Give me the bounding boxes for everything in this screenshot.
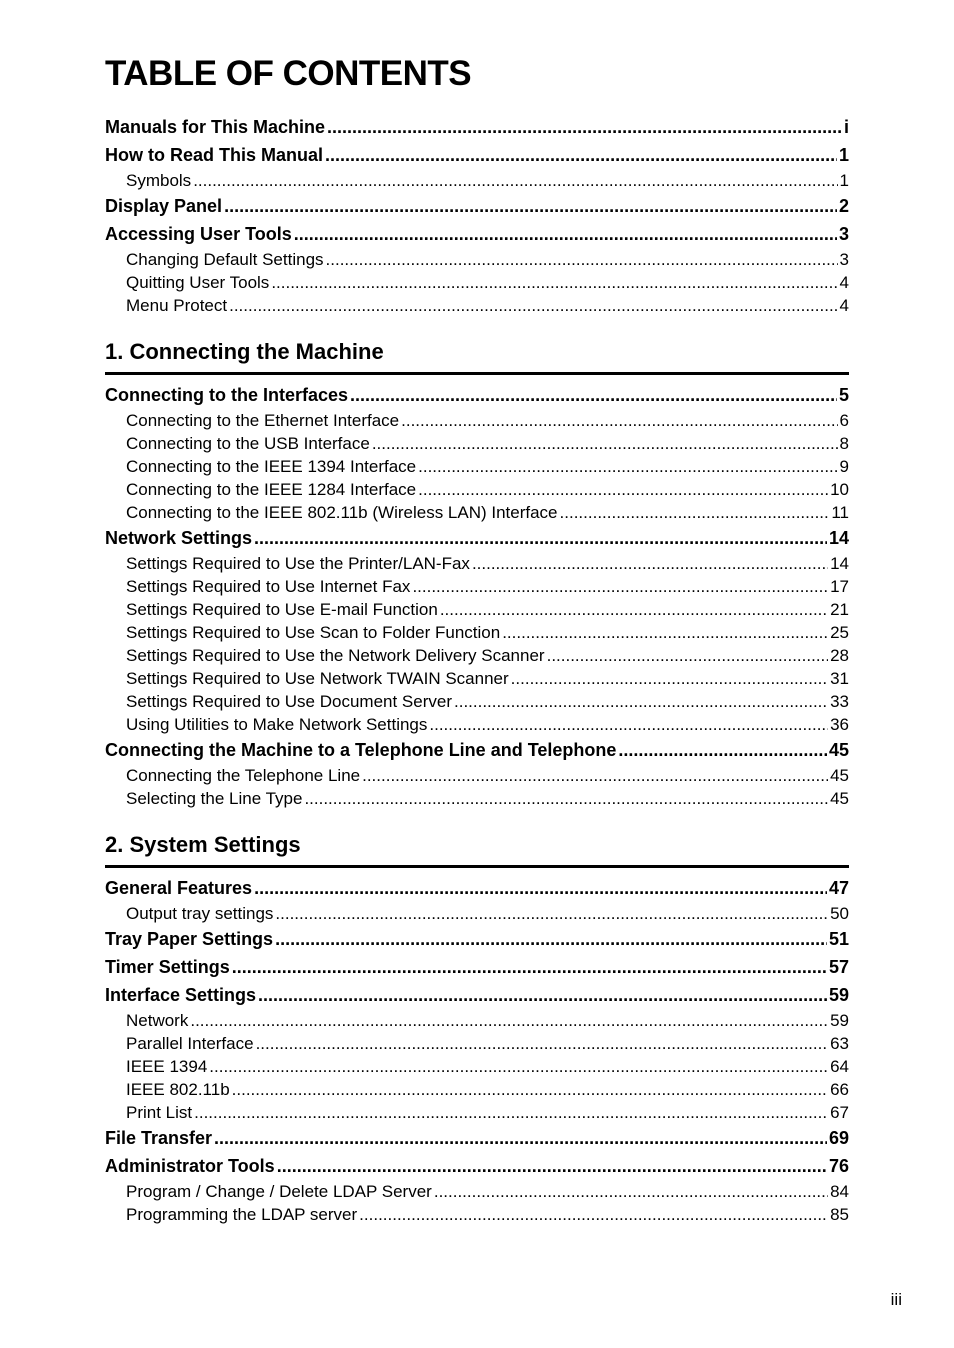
front-matter-list xyxy=(105,113,849,317)
toc-subsection-entry[interactable] xyxy=(105,787,849,810)
toc-entry-label: Tray Paper Settings xyxy=(105,929,274,949)
dot-leader xyxy=(327,113,842,141)
toc-entry-label: Connecting to the IEEE 1284 Interface xyxy=(126,480,417,499)
toc-entry-page-number: 3 xyxy=(838,224,849,244)
toc-entry-page-number: 59 xyxy=(830,1011,849,1030)
toc-entry-label: Changing Default Settings xyxy=(126,250,324,269)
toc-subsection-entry[interactable] xyxy=(105,1055,849,1078)
dot-leader xyxy=(277,1152,827,1180)
toc-section-entry[interactable] xyxy=(105,736,849,764)
dot-leader xyxy=(418,455,837,478)
toc-entry-page-number: 1 xyxy=(838,145,849,165)
chapter-heading[interactable]: 2. System Settings xyxy=(105,832,849,868)
dot-leader xyxy=(304,787,828,810)
toc-section-entry[interactable] xyxy=(105,220,849,248)
toc-entry-page-number: 85 xyxy=(830,1205,849,1224)
toc-entry-label: Output tray settings xyxy=(126,904,274,923)
toc-entry-page-number: 33 xyxy=(830,692,849,711)
toc-entry-label: How to Read This Manual xyxy=(105,145,324,165)
toc-subsection-entry[interactable] xyxy=(105,455,849,478)
toc-entry-label: Quitting User Tools xyxy=(126,273,270,292)
toc-section-entry[interactable] xyxy=(105,524,849,552)
dot-leader xyxy=(224,192,837,220)
toc-entry-page-number: 4 xyxy=(839,296,849,315)
toc-entry-label: Print List xyxy=(126,1103,193,1122)
toc-subsection-entry[interactable] xyxy=(105,1009,849,1032)
dot-leader xyxy=(511,667,828,690)
toc-subsection-entry[interactable] xyxy=(105,690,849,713)
dot-leader xyxy=(258,981,827,1009)
toc-subsection-entry[interactable] xyxy=(105,169,849,192)
toc-subsection-entry[interactable] xyxy=(105,902,849,925)
toc-subsection-entry[interactable] xyxy=(105,552,849,575)
dot-leader xyxy=(434,1180,828,1203)
toc-entry-label: Settings Required to Use the Printer/LAN-Fax xyxy=(126,554,470,573)
toc-entry-page-number: 76 xyxy=(828,1156,849,1176)
toc-entry-page-number: 59 xyxy=(828,985,849,1005)
dot-leader xyxy=(256,1032,829,1055)
toc-entry-page-number: 6 xyxy=(839,411,849,430)
dot-leader xyxy=(359,1203,828,1226)
toc-entry-page-number: 4 xyxy=(839,273,849,292)
dot-leader xyxy=(429,713,828,736)
toc-entry-page-number: 45 xyxy=(830,766,849,785)
toc-entry-label: File Transfer xyxy=(105,1128,213,1148)
toc-entry-label: Manuals for This Machine xyxy=(105,117,326,137)
toc-entry-label: Network xyxy=(126,1011,189,1030)
chapter-list xyxy=(105,317,849,1226)
toc-subsection-entry[interactable] xyxy=(105,644,849,667)
toc-entry-page-number: 67 xyxy=(830,1103,849,1122)
toc-entry-label: Settings Required to Use Internet Fax xyxy=(126,577,411,596)
dot-leader xyxy=(229,294,837,317)
toc-entry-label: Selecting the Line Type xyxy=(126,789,303,808)
toc-entry-page-number: 63 xyxy=(830,1034,849,1053)
spacer xyxy=(105,810,849,832)
toc-entry-label: Settings Required to Use the Network Delivery Scanner xyxy=(126,646,545,665)
dot-leader xyxy=(454,690,828,713)
page-number: iii xyxy=(890,1290,902,1309)
toc-subsection-entry[interactable] xyxy=(105,501,849,524)
toc-entry-label: Interface Settings xyxy=(105,985,257,1005)
toc-entry-label: Accessing User Tools xyxy=(105,224,292,244)
toc-subsection-entry[interactable] xyxy=(105,1180,849,1203)
dot-leader xyxy=(560,501,830,524)
toc-entry-label: Settings Required to Use Network TWAIN Scanner xyxy=(126,669,509,688)
toc-entry-label: Administrator Tools xyxy=(105,1156,275,1176)
toc-entry-page-number: 69 xyxy=(828,1128,849,1148)
toc-section-entry[interactable] xyxy=(105,381,849,409)
dot-leader xyxy=(232,1078,828,1101)
toc-section-entry[interactable] xyxy=(105,113,849,141)
toc-subsection-entry[interactable] xyxy=(105,575,849,598)
dot-leader xyxy=(271,271,837,294)
toc-entry-page-number: 17 xyxy=(830,577,849,596)
toc-entry-page-number: 5 xyxy=(838,385,849,405)
toc-entry-page-number: 8 xyxy=(839,434,849,453)
toc-section-entry[interactable] xyxy=(105,981,849,1009)
toc-entry-label: Connecting the Telephone Line xyxy=(126,766,361,785)
toc-entry-page-number: 21 xyxy=(830,600,849,619)
toc-entry-label: Programming the LDAP server xyxy=(126,1205,358,1224)
toc-subsection-entry[interactable] xyxy=(105,1032,849,1055)
toc-subsection-entry[interactable] xyxy=(105,294,849,317)
dot-leader xyxy=(362,764,828,787)
dot-leader xyxy=(502,621,828,644)
toc-subsection-entry[interactable] xyxy=(105,1203,849,1226)
toc-section-entry[interactable] xyxy=(105,192,849,220)
dot-leader xyxy=(275,902,828,925)
toc-subsection-entry[interactable] xyxy=(105,598,849,621)
toc-entry-label: Parallel Interface xyxy=(126,1034,254,1053)
toc-entry-page-number: 36 xyxy=(830,715,849,734)
toc-entry-label: Settings Required to Use Scan to Folder Function xyxy=(126,623,501,642)
toc-entry-label: Settings Required to Use E-mail Function xyxy=(126,600,438,619)
toc-section-entry[interactable] xyxy=(105,953,849,981)
toc-entry-page-number: 45 xyxy=(828,740,849,760)
toc-entry-page-number: 57 xyxy=(828,957,849,977)
toc-section-entry[interactable] xyxy=(105,1152,849,1180)
toc-entry-label: Connecting the Machine to a Telephone Line and Telephone xyxy=(105,740,617,760)
toc-section-entry[interactable] xyxy=(105,141,849,169)
toc-entry-page-number: 45 xyxy=(830,789,849,808)
dot-leader xyxy=(618,736,827,764)
dot-leader xyxy=(232,953,827,981)
toc-entry-page-number: 14 xyxy=(828,528,849,548)
toc-subsection-entry[interactable] xyxy=(105,248,849,271)
toc-subsection-entry[interactable] xyxy=(105,478,849,501)
toc-entry-page-number: 9 xyxy=(839,457,849,476)
toc-entry-label: Network Settings xyxy=(105,528,253,548)
toc-entry-page-number: 10 xyxy=(830,480,849,499)
toc-subsection-entry[interactable] xyxy=(105,621,849,644)
dot-leader xyxy=(326,248,838,271)
dot-leader xyxy=(190,1009,828,1032)
toc-entry-label: Connecting to the Ethernet Interface xyxy=(126,411,400,430)
toc-entry-label: IEEE 802.11b xyxy=(126,1080,230,1099)
toc-entry-page-number: 84 xyxy=(830,1182,849,1201)
toc-entry-label: Program / Change / Delete LDAP Server xyxy=(126,1182,432,1201)
dot-leader xyxy=(209,1055,828,1078)
dot-leader xyxy=(372,432,838,455)
toc-entry-page-number: 66 xyxy=(830,1080,849,1099)
toc-subsection-entry[interactable] xyxy=(105,713,849,736)
toc-entry-page-number: i xyxy=(843,117,849,137)
toc-subsection-entry[interactable] xyxy=(105,409,849,432)
toc-entry-page-number: 3 xyxy=(839,250,849,269)
toc-entry-label: Using Utilities to Make Network Settings xyxy=(126,715,428,734)
toc-entry-page-number: 64 xyxy=(830,1057,849,1076)
toc-subsection-entry[interactable] xyxy=(105,1078,849,1101)
toc-entry-label: Settings Required to Use Document Server xyxy=(126,692,452,711)
toc-subsection-entry[interactable] xyxy=(105,1101,849,1124)
toc-entry-label: Timer Settings xyxy=(105,957,230,977)
toc-entry-label: Connecting to the IEEE 802.11b (Wireless LAN) Interface xyxy=(126,503,558,522)
toc-entry-label: Connecting to the Interfaces xyxy=(105,385,349,405)
dot-leader xyxy=(193,169,837,192)
toc-entry-page-number: 2 xyxy=(838,196,849,216)
toc-entry-label: Connecting to the USB Interface xyxy=(126,434,370,453)
toc-entry-label: Display Panel xyxy=(105,196,223,216)
dot-leader xyxy=(440,598,828,621)
page-title: TABLE OF CONTENTS xyxy=(105,54,472,93)
dot-leader xyxy=(350,381,837,409)
dot-leader xyxy=(418,478,828,501)
toc-section-entry[interactable] xyxy=(105,1124,849,1152)
toc-entry-page-number: 50 xyxy=(830,904,849,923)
toc-entry-label: Symbols xyxy=(126,171,192,190)
toc-subsection-entry[interactable] xyxy=(105,271,849,294)
dot-leader xyxy=(214,1124,827,1152)
toc-entry-label: Connecting to the IEEE 1394 Interface xyxy=(126,457,417,476)
toc-entry-label: Menu Protect xyxy=(126,296,228,315)
dot-leader xyxy=(194,1101,828,1124)
dot-leader xyxy=(254,524,827,552)
toc-subsection-entry[interactable] xyxy=(105,667,849,690)
dot-leader xyxy=(412,575,828,598)
dot-leader xyxy=(254,874,827,902)
toc-entry-page-number: 11 xyxy=(831,503,849,522)
toc-page xyxy=(105,52,849,1226)
toc-entry-label: IEEE 1394 xyxy=(126,1057,208,1076)
toc-entry-page-number: 51 xyxy=(828,929,849,949)
toc-entry-page-number: 31 xyxy=(830,669,849,688)
dot-leader xyxy=(401,409,837,432)
chapter-heading[interactable]: 1. Connecting the Machine xyxy=(105,339,849,375)
toc-section-entry[interactable] xyxy=(105,925,849,953)
toc-entry-label: General Features xyxy=(105,878,253,898)
dot-leader xyxy=(325,141,837,169)
toc-section-entry[interactable] xyxy=(105,874,849,902)
toc-entry-page-number: 1 xyxy=(839,171,849,190)
spacer xyxy=(105,317,849,339)
dot-leader xyxy=(294,220,837,248)
toc-entry-page-number: 25 xyxy=(830,623,849,642)
toc-entry-page-number: 14 xyxy=(830,554,849,573)
toc-subsection-entry[interactable] xyxy=(105,432,849,455)
toc-entry-page-number: 47 xyxy=(828,878,849,898)
dot-leader xyxy=(275,925,827,953)
dot-leader xyxy=(472,552,828,575)
toc-entry-page-number: 28 xyxy=(830,646,849,665)
dot-leader xyxy=(547,644,828,667)
toc-subsection-entry[interactable] xyxy=(105,764,849,787)
